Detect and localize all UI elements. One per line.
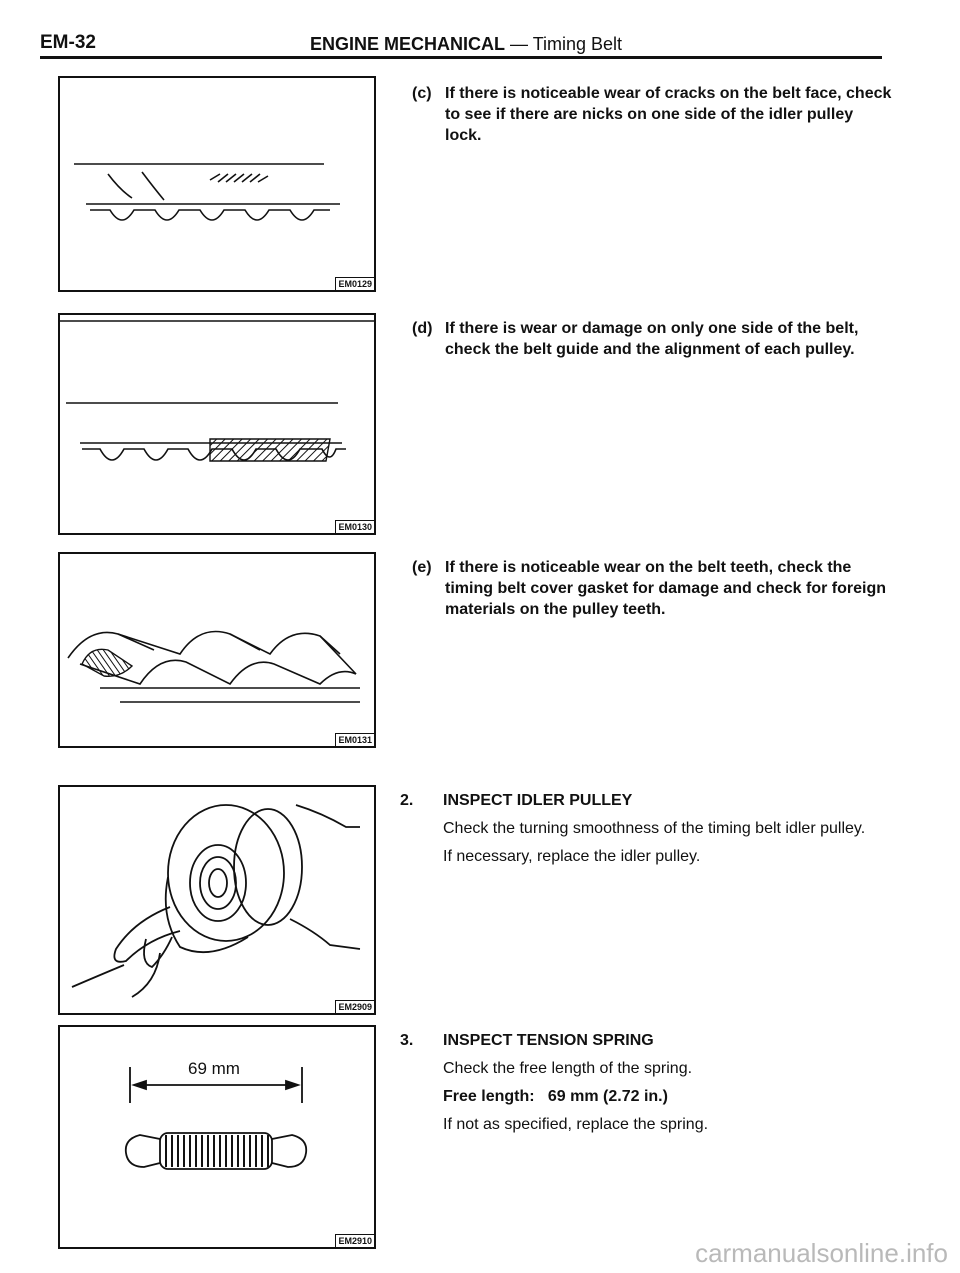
step-title: INSPECT IDLER PULLEY	[443, 792, 633, 809]
figure-idler-pulley	[58, 785, 376, 1015]
substep-text: If there is noticeable wear of cracks on the belt face, check to see if there are nicks on one side of the idler pulley lock.	[445, 85, 892, 144]
page-title	[310, 34, 622, 55]
idler-pulley-drawing	[60, 787, 374, 1013]
figure-code: EM2909	[335, 1000, 374, 1013]
step-title: INSPECT TENSION SPRING	[443, 1032, 654, 1049]
substep-label: (d)	[412, 320, 433, 337]
figure-teeth-wear	[58, 552, 376, 748]
substep-text: If there is wear or damage on only one side of the belt, check the belt guide and the alignment of each pulley.	[445, 320, 859, 358]
spec-value: 69 mm (2.72 in.)	[547, 1088, 668, 1105]
page-code: EM-32	[40, 32, 96, 53]
substep-label: (e)	[412, 559, 432, 576]
spec-label: Free length:	[443, 1088, 535, 1105]
step-paragraph: Check the free length of the spring.	[443, 1060, 693, 1077]
spring-dimension-label: 69 mm	[188, 1059, 240, 1078]
step-paragraph: Check the turning smoothness of the timing belt idler pulley.	[443, 820, 866, 837]
section-title: ENGINE MECHANICAL	[310, 34, 506, 54]
title-dash: —	[505, 34, 533, 54]
step-paragraph: If not as specified, replace the spring.	[443, 1116, 709, 1133]
spec-line	[443, 1086, 893, 1108]
figure-one-side-wear	[58, 313, 376, 535]
watermark: carmanualsonline.info	[695, 1238, 948, 1268]
figure-code: EM0129	[335, 277, 374, 290]
figure-code: EM0131	[335, 733, 374, 746]
substep-label: (c)	[412, 85, 432, 102]
header-rule	[40, 56, 882, 59]
belt-cracks-drawing	[60, 78, 374, 290]
belt-teeth-drawing	[60, 554, 374, 746]
figure-code: EM2910	[335, 1234, 374, 1247]
figure-belt-cracks	[58, 76, 376, 292]
belt-wear-drawing	[60, 315, 374, 533]
figure-code: EM0130	[335, 520, 374, 533]
substep-text: If there is noticeable wear on the belt teeth, check the timing belt cover gasket for damage and check for foreign materials on the pulley teeth.	[445, 559, 886, 618]
step-number: 3.	[400, 1032, 414, 1049]
figure-tension-spring	[58, 1025, 376, 1249]
step-number: 2.	[400, 792, 414, 809]
step-paragraph: If necessary, replace the idler pulley.	[443, 848, 701, 865]
subsection-title: Timing Belt	[532, 34, 623, 54]
